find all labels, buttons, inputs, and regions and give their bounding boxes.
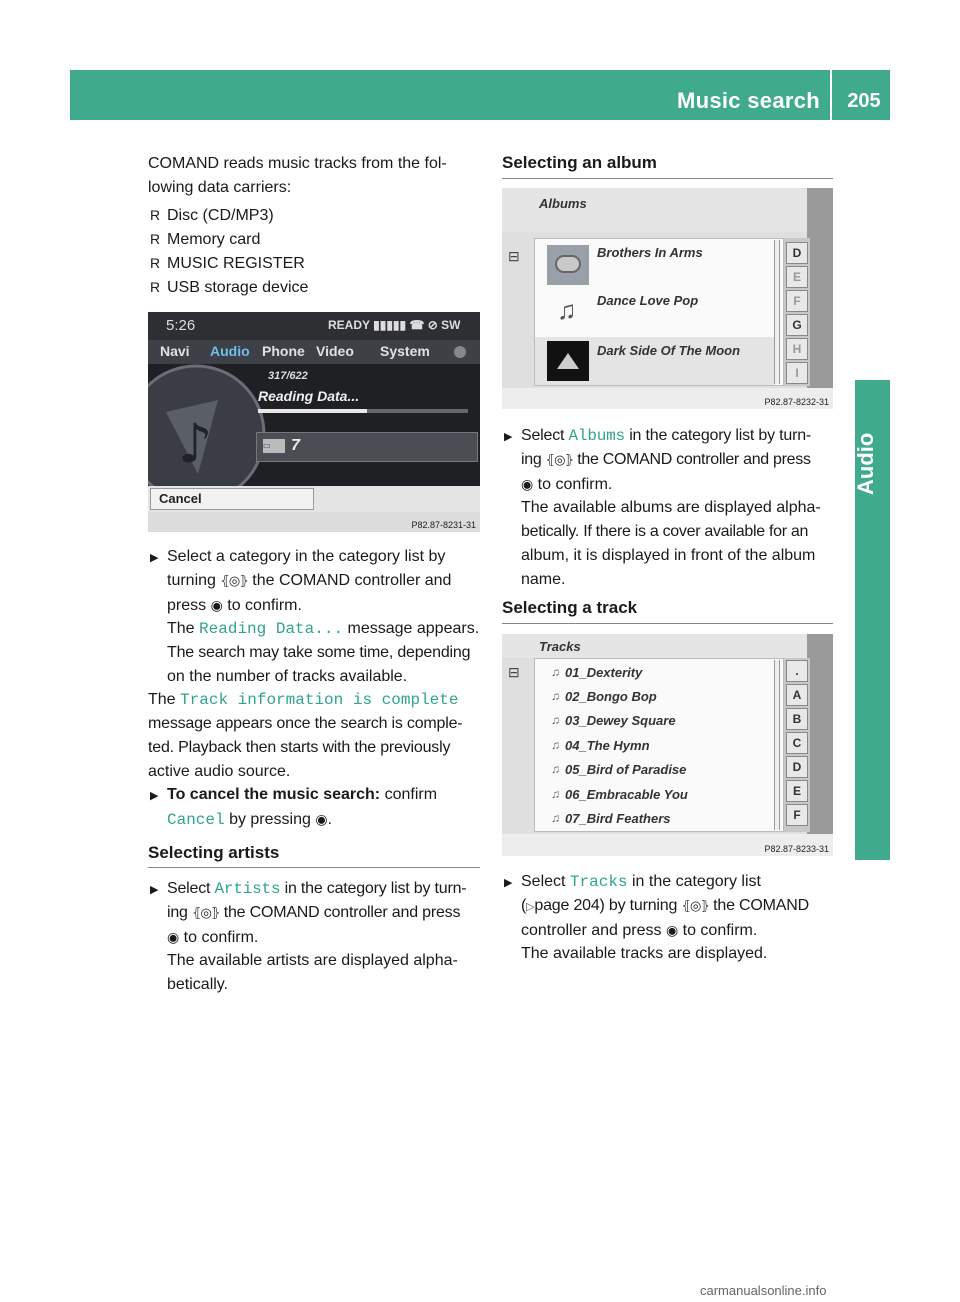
controller-turn-icon: ⦃◎⦄ bbox=[545, 452, 574, 467]
section-heading-track: Selecting a track bbox=[502, 598, 638, 617]
text: ing bbox=[167, 904, 188, 921]
carrier-item: MUSIC REGISTER bbox=[167, 255, 305, 272]
svg-text:♪: ♪ bbox=[178, 412, 213, 475]
letter-button[interactable]: E bbox=[786, 266, 808, 288]
artists-line3 bbox=[167, 925, 258, 950]
page-ref-arrow-icon: ▷ bbox=[526, 901, 535, 913]
track-line1 bbox=[521, 870, 761, 894]
letter-index bbox=[784, 238, 810, 386]
menu-video[interactable]: Video bbox=[316, 343, 354, 359]
para-line1 bbox=[148, 688, 458, 712]
section-title: Music search bbox=[676, 88, 820, 113]
list-item[interactable] bbox=[535, 809, 775, 831]
clock: 5:26 bbox=[166, 317, 196, 334]
figure-code: P82.87-8233-31 bbox=[764, 844, 829, 854]
music-note-icon: ♫ bbox=[551, 665, 560, 679]
text: The bbox=[148, 691, 176, 708]
code-strip bbox=[502, 834, 833, 856]
text: to confirm. bbox=[183, 929, 259, 946]
list-title: Albums bbox=[539, 196, 587, 211]
controller-press-icon: ◉ bbox=[315, 811, 328, 827]
right-strip bbox=[807, 188, 833, 409]
header-bar bbox=[70, 70, 890, 120]
heading-rule bbox=[502, 178, 833, 179]
letter-button[interactable]: D bbox=[786, 242, 808, 264]
reading-message: Reading Data... bbox=[258, 388, 360, 404]
album-list bbox=[534, 238, 784, 386]
list-item[interactable] bbox=[535, 663, 775, 685]
track-name: 05_Bird of Paradise bbox=[565, 762, 687, 777]
menu-phone[interactable]: Phone bbox=[262, 343, 305, 359]
music-note-icon: ♫ bbox=[557, 295, 577, 325]
bullet-icon: R bbox=[150, 255, 161, 271]
menu-audio[interactable]: Audio bbox=[210, 343, 250, 359]
carrier-item: Memory card bbox=[167, 231, 261, 248]
letter-button[interactable]: I bbox=[786, 362, 808, 384]
artists-line1 bbox=[167, 877, 466, 901]
display-text: Reading Data... bbox=[199, 620, 344, 638]
artists-line5: betically. bbox=[167, 976, 229, 993]
music-note-icon: ♫ bbox=[551, 689, 560, 703]
bullet-icon: R bbox=[150, 279, 161, 295]
section-heading-artists: Selecting artists bbox=[148, 843, 280, 862]
album-name: Brothers In Arms bbox=[597, 245, 703, 260]
letter-button[interactable]: A bbox=[786, 684, 808, 706]
intro-line-2: lowing data carriers: bbox=[148, 179, 292, 196]
list-title: Tracks bbox=[539, 639, 581, 654]
letter-button[interactable]: H bbox=[786, 338, 808, 360]
track-counter: 317/622 bbox=[268, 370, 308, 382]
comand-reading-screen bbox=[148, 312, 480, 532]
controller-turn-icon: ⦃◎⦄ bbox=[220, 573, 248, 588]
album-line5: betically. If there is a cover available for an bbox=[521, 523, 809, 540]
step-arrow-icon: ▶ bbox=[504, 877, 513, 889]
music-note-icon: ♫ bbox=[551, 762, 560, 776]
text: controller and press bbox=[521, 922, 662, 939]
controller-press-icon: ◉ bbox=[210, 597, 223, 613]
text: Select bbox=[521, 427, 565, 444]
letter-button[interactable]: B bbox=[786, 708, 808, 730]
track-line3 bbox=[521, 918, 757, 943]
step-arrow-icon: ▶ bbox=[504, 431, 513, 443]
cancel-step-line2 bbox=[167, 807, 332, 832]
track-line2 bbox=[521, 894, 809, 919]
text: to confirm. bbox=[537, 476, 613, 493]
list-item[interactable] bbox=[535, 736, 775, 758]
text: to confirm. bbox=[682, 922, 758, 939]
reading-progress-fill bbox=[258, 409, 367, 413]
track-name: 03_Dewey Square bbox=[565, 713, 676, 728]
display-text: Albums bbox=[568, 427, 625, 445]
intro-line-1: COMAND reads music tracks from the fol- bbox=[148, 155, 447, 172]
track-name: 06_Embracable You bbox=[565, 787, 688, 802]
list-item[interactable] bbox=[535, 687, 775, 709]
bottom-bar bbox=[148, 486, 480, 512]
scrollbar[interactable] bbox=[774, 660, 780, 830]
album-cover-icon bbox=[547, 245, 589, 285]
music-disc-icon bbox=[148, 364, 268, 486]
heading-rule bbox=[148, 867, 480, 868]
track-name: 02_Bongo Bop bbox=[565, 689, 657, 704]
letter-button[interactable]: . bbox=[786, 660, 808, 682]
album-line1 bbox=[521, 424, 811, 448]
list-item[interactable] bbox=[535, 239, 783, 289]
step-arrow-icon: ▶ bbox=[150, 552, 159, 564]
music-note-icon: ♫ bbox=[551, 787, 560, 801]
para-line2: message appears once the search is comple- bbox=[148, 715, 463, 732]
artists-line2 bbox=[167, 901, 460, 925]
text: ing bbox=[521, 451, 542, 468]
album-line7: name. bbox=[521, 571, 566, 588]
header-divider bbox=[830, 70, 832, 120]
text: . bbox=[327, 811, 333, 828]
list-item[interactable] bbox=[535, 337, 775, 385]
text: the COMAND controller and press bbox=[223, 904, 461, 921]
carrier-item: USB storage device bbox=[167, 279, 309, 296]
controller-turn-icon: ⦃◎⦄ bbox=[681, 898, 709, 913]
album-cover-icon bbox=[547, 341, 589, 381]
music-note-icon: ♫ bbox=[551, 738, 560, 752]
tracks-screen bbox=[502, 634, 833, 856]
display-text: Cancel bbox=[167, 811, 225, 829]
menu-navi[interactable]: Navi bbox=[160, 343, 190, 359]
main-menu bbox=[148, 340, 480, 364]
heading-rule bbox=[502, 623, 833, 624]
text: the COMAND controller and press bbox=[577, 451, 811, 468]
bullet-icon: R bbox=[150, 231, 161, 247]
chapter-tab bbox=[855, 380, 890, 860]
para-line3: ted. Playback then starts with the previously bbox=[148, 739, 451, 756]
text: in the category list bbox=[631, 873, 761, 890]
track-name: 07_Bird Feathers bbox=[565, 811, 671, 826]
albums-screen bbox=[502, 188, 833, 409]
menu-system[interactable]: System bbox=[380, 343, 430, 359]
figure-code: P82.87-8232-31 bbox=[764, 397, 829, 407]
album-name: Dark Side Of The Moon bbox=[597, 343, 741, 358]
memory-card-icon: ▭ bbox=[263, 439, 285, 453]
text: message appears. bbox=[347, 620, 480, 637]
text: Select bbox=[521, 873, 566, 890]
step-arrow-icon: ▶ bbox=[150, 884, 159, 896]
page-number: 205 bbox=[847, 90, 881, 112]
text: press bbox=[167, 597, 207, 614]
watermark: carmanualsonline.info bbox=[700, 1283, 827, 1298]
letter-button[interactable]: E bbox=[786, 780, 808, 802]
carrier-item: Disc (CD/MP3) bbox=[167, 207, 274, 224]
track-line4: The available tracks are displayed. bbox=[521, 945, 768, 962]
controller-press-icon: ◉ bbox=[665, 922, 679, 938]
album-name: Dance Love Pop bbox=[597, 293, 699, 308]
text: by pressing bbox=[229, 811, 311, 828]
step-arrow-icon: ▶ bbox=[150, 790, 159, 802]
code-strip bbox=[148, 512, 480, 532]
letter-button[interactable]: C bbox=[786, 732, 808, 754]
album-line6: album, it is displayed in front of the album bbox=[521, 547, 816, 564]
text: to confirm. bbox=[227, 597, 302, 614]
letter-index bbox=[784, 658, 810, 832]
step1-line6: on the number of tracks available. bbox=[167, 668, 408, 685]
track-name: 01_Dexterity bbox=[565, 665, 643, 680]
code-strip bbox=[502, 388, 833, 409]
display-text: Track information is complete bbox=[180, 691, 459, 709]
source-panel bbox=[256, 432, 478, 462]
album-line2 bbox=[521, 448, 811, 472]
text: ( bbox=[521, 897, 527, 914]
para-line4: active audio source. bbox=[148, 763, 291, 780]
list-item[interactable] bbox=[535, 760, 775, 782]
letter-button[interactable]: D bbox=[786, 756, 808, 778]
menu-dot-icon bbox=[454, 346, 466, 358]
controller-turn-icon: ⦃◎⦄ bbox=[192, 905, 220, 920]
step1-line5: The search may take some time, depending bbox=[167, 644, 471, 661]
text: turning bbox=[167, 572, 216, 589]
bold-text: To cancel the music search: bbox=[167, 786, 381, 803]
controller-press-icon: ◉ bbox=[521, 476, 534, 492]
list-item[interactable] bbox=[535, 711, 775, 733]
text: in the category list by turn- bbox=[284, 880, 467, 897]
text: the COMAND controller and bbox=[252, 572, 452, 589]
scrollbar[interactable] bbox=[774, 240, 780, 384]
text: in the category list by turn- bbox=[629, 427, 812, 444]
track-list bbox=[534, 658, 784, 832]
list-item[interactable] bbox=[535, 289, 783, 337]
text: page 204) by turning bbox=[534, 897, 678, 914]
cancel-button[interactable]: Cancel bbox=[150, 488, 314, 510]
section-heading-album: Selecting an album bbox=[502, 153, 657, 172]
step1-line3 bbox=[167, 593, 302, 618]
cancel-step-line1 bbox=[167, 783, 437, 807]
right-strip bbox=[807, 634, 833, 856]
letter-button[interactable]: F bbox=[786, 290, 808, 312]
list-item[interactable] bbox=[535, 785, 775, 807]
text: Select bbox=[167, 880, 211, 897]
back-folder-icon: ⊟ bbox=[508, 664, 520, 680]
text: The bbox=[167, 620, 195, 637]
music-note-icon: ♫ bbox=[551, 713, 560, 727]
album-line4: The available albums are displayed alpha- bbox=[521, 499, 821, 516]
status-bar bbox=[148, 312, 480, 340]
step1-line1: Select a category in the category list by bbox=[167, 548, 446, 565]
letter-button[interactable]: F bbox=[786, 804, 808, 826]
artists-line4: The available artists are displayed alpha- bbox=[167, 952, 458, 969]
reading-progress-bar bbox=[258, 409, 468, 413]
chapter-tab-label: Audio bbox=[853, 432, 878, 495]
step1-line2 bbox=[167, 569, 451, 593]
text: confirm bbox=[384, 786, 438, 803]
display-text: Artists bbox=[214, 880, 281, 898]
music-note-icon: ♫ bbox=[551, 811, 560, 825]
figure-code: P82.87-8231-31 bbox=[411, 520, 476, 530]
display-text: Tracks bbox=[569, 873, 628, 891]
source-number: 7 bbox=[291, 437, 300, 454]
text: the COMAND bbox=[713, 897, 809, 914]
status-indicators: READY ▮▮▮▮▮ ☎ ⊘ SW bbox=[328, 318, 461, 332]
bullet-icon: R bbox=[150, 207, 161, 223]
back-folder-icon: ⊟ bbox=[508, 248, 520, 264]
track-name: 04_The Hymn bbox=[565, 738, 650, 753]
step1-line4 bbox=[167, 617, 479, 641]
controller-press-icon: ◉ bbox=[167, 929, 180, 945]
album-line3 bbox=[521, 472, 612, 497]
letter-button[interactable]: G bbox=[786, 314, 808, 336]
